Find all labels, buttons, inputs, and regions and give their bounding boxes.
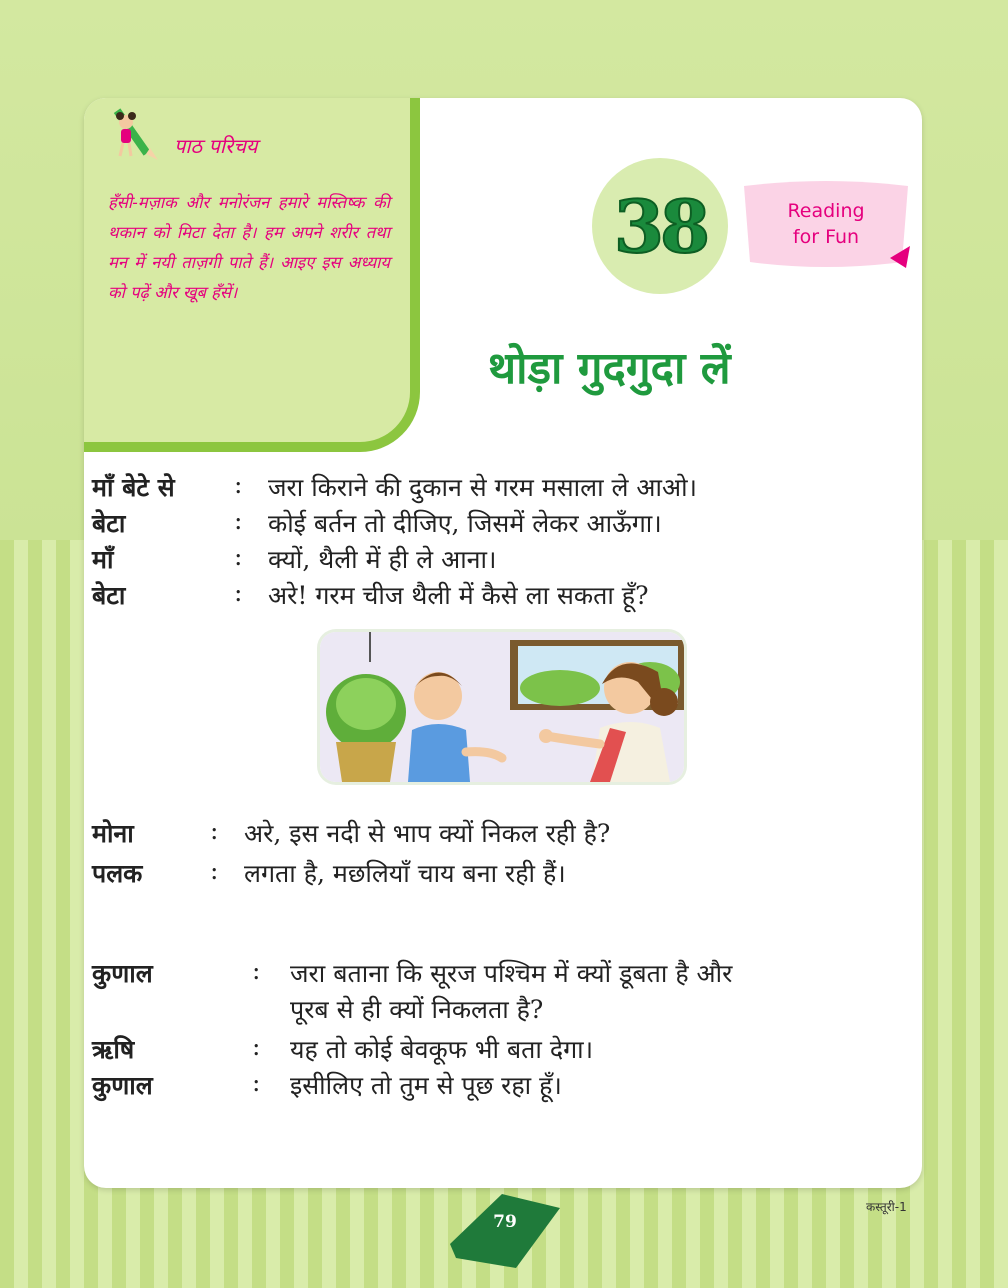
speaker: बेटा (92, 581, 126, 610)
dialogue-line: लगता है, मछलियाँ चाय बना रही हैं। (244, 859, 566, 888)
ribbon-line-2: for Fun (792, 226, 860, 248)
speaker: पलक (92, 859, 143, 888)
dialogue-line: कोई बर्तन तो दीजिए, जिसमें लेकर आऊँगा। (268, 509, 662, 538)
dialogue-line: यह तो कोई बेवकूफ भी बता देगा। (290, 1035, 594, 1064)
colon: : (210, 816, 219, 845)
intro-box (84, 98, 420, 452)
colon: : (210, 856, 219, 885)
dialogue-line: जरा बताना कि सूरज पश्चिम में क्यों डूबता है और (290, 959, 733, 988)
dialogue-line: अरे, इस नदी से भाप क्यों निकल रही है? (244, 819, 611, 848)
ribbon-line-1: Reading (787, 200, 865, 222)
colon: : (252, 956, 261, 985)
speaker: माँ (92, 545, 114, 574)
reading-for-fun-ribbon (740, 176, 912, 272)
colon: : (252, 1032, 261, 1061)
page-number: 79 (493, 1212, 517, 1232)
speaker: कुणाल (92, 959, 153, 988)
colon: : (234, 542, 243, 571)
dialogue-line: अरे! गरम चीज थैली में कैसे ला सकता हूँ? (268, 581, 649, 610)
dialogue-block-2 (92, 816, 892, 896)
illustration-mother-and-son (320, 632, 684, 782)
speaker: माँ बेटे से (92, 473, 175, 502)
speaker: मोना (92, 819, 134, 848)
page-card (84, 98, 922, 1188)
chapter-number-badge (592, 158, 728, 294)
chapter-number: 38 (613, 183, 707, 269)
chapter-title: थोड़ा गुदगुदा लें (488, 343, 731, 394)
speaker: कुणाल (92, 1071, 153, 1100)
intro-text: हँसी-मज़ाक और मनोरंजन हमारे मस्तिष्क की थकान को मिटा देता है। हम अपने शरीर तथा मन में नयी ताज़गी पाते हैं। आइए इस अध्याय को पढ़ें और खूब हँसें। (108, 193, 390, 302)
colon: : (234, 578, 243, 607)
dialogue-line: क्यों, थैली में ही ले आना। (268, 545, 497, 574)
dialogue-block-1 (92, 470, 892, 620)
book-name: कस्तूरी-1 (866, 1200, 907, 1214)
dialogue-block-3 (92, 956, 912, 1116)
colon: : (234, 470, 243, 499)
dialogue-line: इसीलिए तो तुम से पूछ रहा हूँ। (290, 1071, 562, 1100)
colon: : (234, 506, 243, 535)
intro-heading: पाठ परिचय (174, 134, 258, 158)
speaker: ऋषि (92, 1035, 135, 1064)
speaker: बेटा (92, 509, 126, 538)
girl-with-pencil-icon (106, 104, 166, 164)
colon: : (252, 1068, 261, 1097)
dialogue-line: जरा किराने की दुकान से गरम मसाला ले आओ। (268, 473, 698, 502)
dialogue-line-continued: पूरब से ही क्यों निकलता है? (290, 995, 544, 1024)
page-number-badge (446, 1188, 564, 1274)
